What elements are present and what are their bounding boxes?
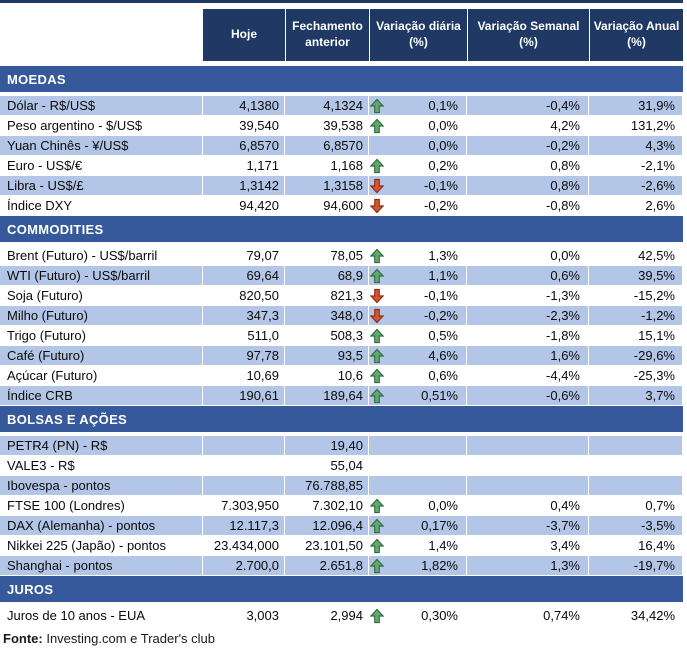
table-row — [0, 266, 683, 286]
daily-change-value: 0,1% — [428, 98, 458, 113]
source-note — [3, 631, 687, 646]
table-row — [0, 156, 683, 176]
weekly-change-value — [467, 456, 589, 475]
up-arrow-icon — [370, 608, 384, 623]
today-value: 10,69 — [246, 368, 279, 383]
daily-change-cell — [369, 346, 467, 365]
table-row — [0, 556, 683, 576]
previous-close-value: 2,994 — [330, 608, 363, 623]
annual-change-value: -15,2% — [633, 288, 675, 303]
source-label: Fonte: — [3, 631, 43, 646]
daily-change-value: 0,6% — [428, 368, 458, 383]
table-row — [0, 246, 683, 266]
daily-change-cell — [369, 496, 467, 515]
column-header-variacao-semanal: Variação Semanal (%) — [467, 9, 589, 61]
table-row — [0, 306, 683, 326]
daily-change-value: 0,5% — [428, 328, 458, 343]
daily-change-value: 0,30% — [421, 608, 458, 623]
annual-change-value: 31,9% — [589, 96, 683, 115]
down-arrow-icon — [370, 288, 384, 303]
daily-change-value: 1,3% — [428, 248, 458, 263]
previous-close-value: 93,5 — [285, 346, 369, 365]
table-row — [0, 386, 683, 406]
annual-change-value: 2,6% — [645, 198, 675, 213]
daily-change-cell — [369, 536, 467, 555]
daily-change-cell — [369, 456, 467, 475]
annual-change-value — [589, 456, 683, 475]
down-arrow-icon — [370, 198, 384, 213]
daily-change-cell — [369, 516, 467, 535]
column-header-variacao-diaria: Variação diária (%) — [369, 9, 467, 61]
daily-change-value: 0,0% — [428, 138, 458, 153]
previous-close-value: 94,600 — [323, 198, 363, 213]
today-value: 1,171 — [246, 158, 279, 173]
previous-close-value: 7.302,10 — [312, 498, 363, 513]
asset-label: Brent (Futuro) - US$/barril — [7, 248, 158, 263]
asset-label: Índice DXY — [7, 198, 73, 213]
table-row — [0, 456, 683, 476]
table-row — [0, 116, 683, 136]
table-row — [0, 606, 683, 626]
up-arrow-icon — [370, 498, 384, 513]
previous-close-value: 189,64 — [285, 386, 369, 405]
source-text: Investing.com e Trader's club — [46, 631, 216, 646]
today-value — [203, 456, 285, 475]
asset-label: Shanghai - pontos — [0, 556, 203, 575]
table-row — [0, 436, 683, 456]
weekly-change-value: 0,4% — [550, 498, 580, 513]
today-value: 347,3 — [203, 306, 285, 325]
weekly-change-value: -4,4% — [546, 368, 580, 383]
weekly-change-value — [467, 436, 589, 455]
asset-label: WTI (Futuro) - US$/barril — [0, 266, 203, 285]
table-row — [0, 496, 683, 516]
daily-change-cell — [369, 286, 467, 305]
weekly-change-value: -2,3% — [467, 306, 589, 325]
annual-change-value — [589, 476, 683, 495]
section-title: COMMODITIES — [7, 221, 104, 237]
section-header — [0, 576, 683, 602]
daily-change-cell — [369, 266, 467, 285]
today-value: 23.434,000 — [213, 538, 279, 553]
section-header — [0, 66, 683, 92]
previous-close-value: 4,1324 — [285, 96, 369, 115]
daily-change-cell — [369, 556, 467, 575]
annual-change-value: -3,5% — [589, 516, 683, 535]
table-row — [0, 136, 683, 156]
today-value: 6,8570 — [203, 136, 285, 155]
daily-change-cell — [369, 196, 467, 215]
daily-change-value: -0,2% — [424, 308, 458, 323]
previous-close-value: 10,6 — [337, 368, 363, 383]
asset-label: Libra - US$/£ — [0, 176, 203, 195]
daily-change-cell — [369, 246, 467, 265]
annual-change-value: -25,3% — [633, 368, 675, 383]
annual-change-value: 42,5% — [638, 248, 675, 263]
daily-change-cell — [369, 116, 467, 135]
up-arrow-icon — [370, 538, 384, 553]
daily-change-value: 1,1% — [428, 268, 458, 283]
section-title: JUROS — [7, 581, 54, 597]
up-arrow-icon — [370, 158, 384, 173]
table-row — [0, 536, 683, 556]
daily-change-value: 0,0% — [428, 118, 458, 133]
today-value: 97,78 — [203, 346, 285, 365]
today-value: 3,003 — [246, 608, 279, 623]
weekly-change-value: 0,0% — [550, 248, 580, 263]
annual-change-value: -2,1% — [641, 158, 675, 173]
weekly-change-value: 0,6% — [467, 266, 589, 285]
today-value: 39,540 — [239, 118, 279, 133]
annual-change-value: -29,6% — [589, 346, 683, 365]
weekly-change-value: 0,74% — [543, 608, 580, 623]
weekly-change-value — [467, 476, 589, 495]
weekly-change-value: -0,6% — [467, 386, 589, 405]
table-sections — [0, 66, 687, 626]
previous-close-value: 76.788,85 — [285, 476, 369, 495]
section-title: MOEDAS — [7, 71, 66, 87]
table-row — [0, 196, 683, 216]
today-value: 1,3142 — [203, 176, 285, 195]
weekly-change-value: -0,2% — [467, 136, 589, 155]
asset-label: Yuan Chinês - ¥/US$ — [0, 136, 203, 155]
annual-change-value: 131,2% — [630, 118, 675, 133]
daily-change-value: 4,6% — [428, 348, 458, 363]
daily-change-value: 1,82% — [421, 558, 458, 573]
today-value: 511,0 — [247, 328, 279, 343]
weekly-change-value: -1,8% — [546, 328, 580, 343]
weekly-change-value: 1,3% — [467, 556, 589, 575]
daily-change-cell — [369, 156, 467, 175]
previous-close-value: 55,04 — [330, 458, 363, 473]
annual-change-value: 4,3% — [589, 136, 683, 155]
previous-close-value: 68,9 — [285, 266, 369, 285]
annual-change-value — [589, 436, 683, 455]
annual-change-value: 15,1% — [638, 328, 675, 343]
previous-close-value: 23.101,50 — [305, 538, 363, 553]
daily-change-cell — [369, 326, 467, 345]
asset-label: Euro - US$/€ — [7, 158, 83, 173]
section-title: BOLSAS E AÇÕES — [7, 411, 128, 427]
section-header — [0, 216, 683, 242]
up-arrow-icon — [370, 268, 384, 283]
weekly-change-value: -1,3% — [546, 288, 580, 303]
weekly-change-value: 1,6% — [467, 346, 589, 365]
asset-label: Ibovespa - pontos — [0, 476, 203, 495]
weekly-change-value: -0,4% — [467, 96, 589, 115]
today-value: 7.303,950 — [221, 498, 279, 513]
weekly-change-value: 0,8% — [467, 176, 589, 195]
asset-label: Trigo (Futuro) — [7, 328, 86, 343]
column-header-variacao-anual: Variação Anual (%) — [589, 9, 683, 61]
asset-label: Índice CRB — [0, 386, 203, 405]
asset-label: Peso argentino - $/US$ — [7, 118, 143, 133]
annual-change-value: 34,42% — [630, 608, 675, 623]
daily-change-value: -0,1% — [424, 178, 458, 193]
daily-change-value: 1,4% — [428, 538, 458, 553]
previous-close-value: 348,0 — [285, 306, 369, 325]
table-row — [0, 516, 683, 536]
annual-change-value: -1,2% — [589, 306, 683, 325]
daily-change-cell — [369, 136, 467, 155]
asset-label: Nikkei 225 (Japão) - pontos — [7, 538, 166, 553]
previous-close-value: 78,05 — [330, 248, 363, 263]
asset-label: Café (Futuro) — [0, 346, 203, 365]
today-value: 820,50 — [239, 288, 279, 303]
daily-change-cell — [369, 96, 467, 115]
previous-close-value: 1,3158 — [285, 176, 369, 195]
column-headers — [0, 9, 687, 61]
up-arrow-icon — [370, 98, 384, 113]
annual-change-value: 16,4% — [638, 538, 675, 553]
previous-close-value: 39,538 — [323, 118, 363, 133]
header-spacer — [0, 9, 203, 61]
annual-change-value: 0,7% — [645, 498, 675, 513]
daily-change-value: 0,51% — [421, 388, 458, 403]
weekly-change-value: 0,8% — [550, 158, 580, 173]
asset-label: Milho (Futuro) — [0, 306, 203, 325]
up-arrow-icon — [370, 118, 384, 133]
up-arrow-icon — [370, 518, 384, 533]
previous-close-value: 821,3 — [330, 288, 363, 303]
daily-change-cell — [369, 476, 467, 495]
annual-change-value: -19,7% — [589, 556, 683, 575]
daily-change-value: -0,2% — [424, 198, 458, 213]
weekly-change-value: -0,8% — [546, 198, 580, 213]
asset-label: PETR4 (PN) - R$ — [0, 436, 203, 455]
today-value: 94,420 — [239, 198, 279, 213]
top-accent-bar — [0, 0, 683, 3]
column-header-hoje: Hoje — [203, 9, 285, 61]
up-arrow-icon — [370, 328, 384, 343]
annual-change-value: 3,7% — [589, 386, 683, 405]
daily-change-cell — [369, 176, 467, 195]
asset-label: DAX (Alemanha) - pontos — [0, 516, 203, 535]
up-arrow-icon — [370, 368, 384, 383]
down-arrow-icon — [370, 178, 384, 193]
asset-label: Juros de 10 anos - EUA — [7, 608, 146, 623]
today-value: 12.117,3 — [203, 516, 285, 535]
up-arrow-icon — [370, 388, 384, 403]
previous-close-value: 19,40 — [285, 436, 369, 455]
asset-label: Açúcar (Futuro) — [7, 368, 98, 383]
daily-change-value: 0,2% — [428, 158, 458, 173]
weekly-change-value: -3,7% — [467, 516, 589, 535]
today-value: 69,64 — [203, 266, 285, 285]
today-value — [203, 476, 285, 495]
today-value: 79,07 — [246, 248, 279, 263]
previous-close-value: 1,168 — [330, 158, 363, 173]
down-arrow-icon — [370, 308, 384, 323]
up-arrow-icon — [370, 248, 384, 263]
up-arrow-icon — [370, 558, 384, 573]
today-value — [203, 436, 285, 455]
annual-change-value: 39,5% — [589, 266, 683, 285]
asset-label: Dólar - R$/US$ — [0, 96, 203, 115]
table-row — [0, 176, 683, 196]
up-arrow-icon — [370, 348, 384, 363]
today-value: 4,1380 — [203, 96, 285, 115]
daily-change-value: -0,1% — [424, 288, 458, 303]
table-row — [0, 286, 683, 306]
today-value: 2.700,0 — [203, 556, 285, 575]
annual-change-value: -2,6% — [589, 176, 683, 195]
today-value: 190,61 — [203, 386, 285, 405]
daily-change-cell — [369, 306, 467, 325]
weekly-change-value: 4,2% — [550, 118, 580, 133]
asset-label: Soja (Futuro) — [7, 288, 83, 303]
column-header-fechamento: Fechamento anterior — [285, 9, 369, 61]
daily-change-cell — [369, 436, 467, 455]
previous-close-value: 6,8570 — [285, 136, 369, 155]
previous-close-value: 508,3 — [330, 328, 363, 343]
table-row — [0, 476, 683, 496]
asset-label: VALE3 - R$ — [7, 458, 75, 473]
section-header — [0, 406, 683, 432]
daily-change-value: 0,17% — [421, 518, 458, 533]
table-row — [0, 346, 683, 366]
daily-change-value: 0,0% — [428, 498, 458, 513]
previous-close-value: 12.096,4 — [285, 516, 369, 535]
asset-label: FTSE 100 (Londres) — [7, 498, 125, 513]
table-row — [0, 366, 683, 386]
table-row — [0, 326, 683, 346]
daily-change-cell — [369, 606, 467, 625]
daily-change-cell — [369, 366, 467, 385]
previous-close-value: 2.651,8 — [285, 556, 369, 575]
weekly-change-value: 3,4% — [550, 538, 580, 553]
daily-change-cell — [369, 386, 467, 405]
table-row — [0, 96, 683, 116]
